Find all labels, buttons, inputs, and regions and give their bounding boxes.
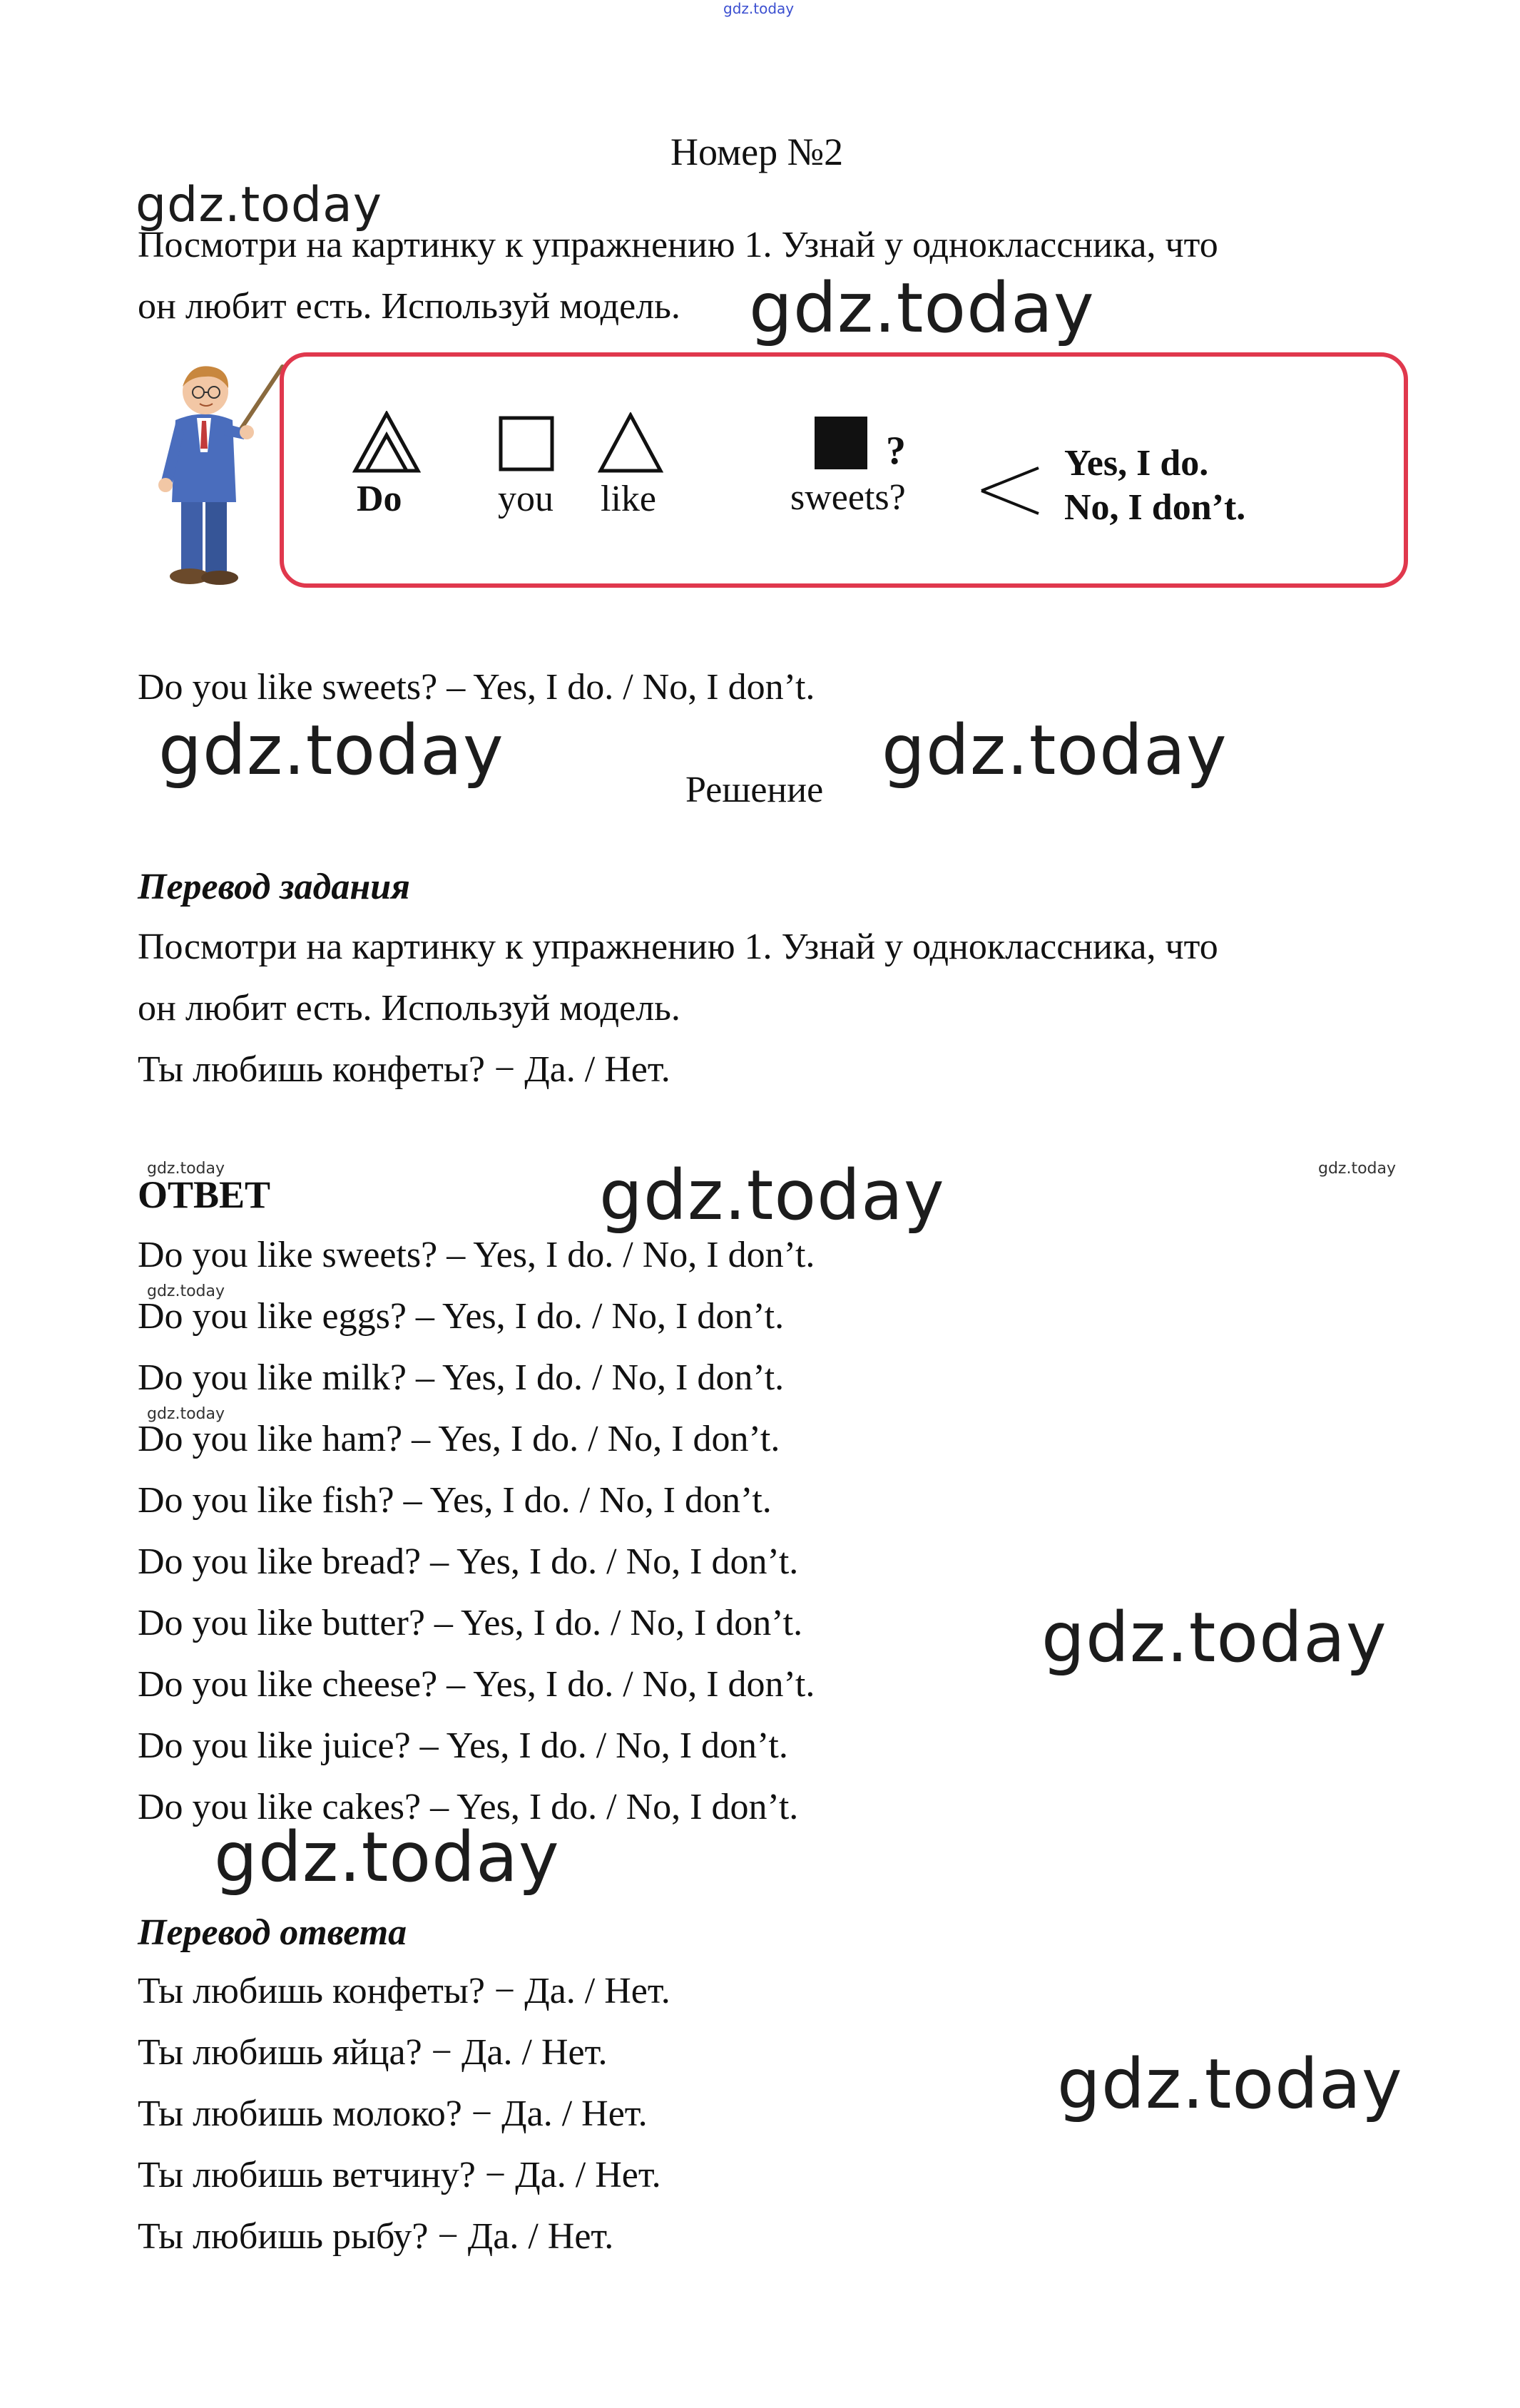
task-line-2: он любит есть. Используй модель.: [138, 286, 680, 327]
watermark-small: gdz.today: [147, 1405, 225, 1423]
top-watermark: gdz.today: [723, 0, 795, 17]
translation-answer-heading: Перевод ответа: [138, 1912, 407, 1953]
translation-task-line-3: Ты любишь конфеты? − Да. / Нет.: [138, 1049, 670, 1090]
example-line: Do you like sweets? – Yes, I do. / No, I don’t.: [138, 667, 815, 708]
translation-task-heading: Перевод задания: [138, 867, 410, 907]
watermark-small: gdz.today: [147, 1282, 225, 1300]
answer-line: Do you like fish? – Yes, I do. / No, I don’t.: [138, 1480, 772, 1521]
translation-answer-line: Ты любишь конфеты? − Да. / Нет.: [138, 1971, 670, 2011]
answer-line: Do you like milk? – Yes, I do. / No, I don’t.: [138, 1357, 785, 1398]
triangle-icon: [598, 412, 663, 474]
model-word-sweets: sweets?: [790, 477, 906, 518]
answer-line: Do you like sweets? – Yes, I do. / No, I don’t.: [138, 1235, 815, 1275]
model-answer-no: No, I don’t.: [1064, 487, 1246, 528]
model-question-mark: ?: [886, 429, 906, 473]
model-answer-yes: Yes, I do.: [1064, 443, 1209, 484]
watermark: gdz.today: [1041, 1598, 1387, 1678]
filled-square-icon: [813, 415, 869, 471]
branch-arrow-icon: [979, 464, 1043, 518]
double-triangle-icon: [352, 411, 421, 474]
answer-heading: ОТВЕТ: [138, 1173, 271, 1216]
answer-line: Do you like ham? – Yes, I do. / No, I don’t.: [138, 1419, 780, 1459]
page-title: Номер №2: [670, 131, 844, 173]
watermark: gdz.today: [214, 1817, 560, 1897]
model-word-you: you: [498, 479, 554, 519]
translation-task-line-2: он любит есть. Используй модель.: [138, 988, 680, 1029]
answer-line: Do you like eggs? – Yes, I do. / No, I don’t.: [138, 1296, 785, 1337]
answer-line: Do you like cheese? – Yes, I do. / No, I don’t.: [138, 1664, 815, 1705]
model-word-do: Do: [357, 479, 402, 519]
watermark: gdz.today: [599, 1155, 945, 1235]
task-line-1: Посмотри на картинку к упражнению 1. Узнай у одноклассника, что: [138, 225, 1218, 265]
answer-line: Do you like bread? – Yes, I do. / No, I don’t.: [138, 1541, 799, 1582]
watermark-small: gdz.today: [147, 1160, 225, 1178]
translation-answer-line: Ты любишь яйца? − Да. / Нет.: [138, 2032, 608, 2073]
watermark: gdz.today: [882, 710, 1228, 790]
square-icon: [498, 415, 555, 472]
translation-answer-line: Ты любишь рыбу? − Да. / Нет.: [138, 2216, 614, 2257]
answer-line: Do you like butter? – Yes, I do. / No, I don’t.: [138, 1603, 803, 1643]
solution-label: Решение: [685, 770, 824, 810]
answer-line: Do you like juice? – Yes, I do. / No, I don’t.: [138, 1725, 788, 1766]
watermark: gdz.today: [136, 177, 382, 233]
model-word-like: like: [601, 479, 656, 519]
translation-answer-line: Ты любишь молоко? − Да. / Нет.: [138, 2093, 648, 2134]
watermark: gdz.today: [749, 268, 1095, 348]
watermark-small: gdz.today: [1318, 1160, 1397, 1178]
teacher-illustration: [140, 352, 290, 588]
translation-answer-line: Ты любишь ветчину? − Да. / Нет.: [138, 2155, 661, 2195]
watermark: gdz.today: [158, 710, 504, 790]
watermark: gdz.today: [1057, 2044, 1403, 2124]
answer-line: Do you like cakes? – Yes, I do. / No, I don’t.: [138, 1787, 799, 1827]
translation-task-line-1: Посмотри на картинку к упражнению 1. Узнай у одноклассника, что: [138, 927, 1218, 967]
model-box: [280, 352, 1408, 588]
